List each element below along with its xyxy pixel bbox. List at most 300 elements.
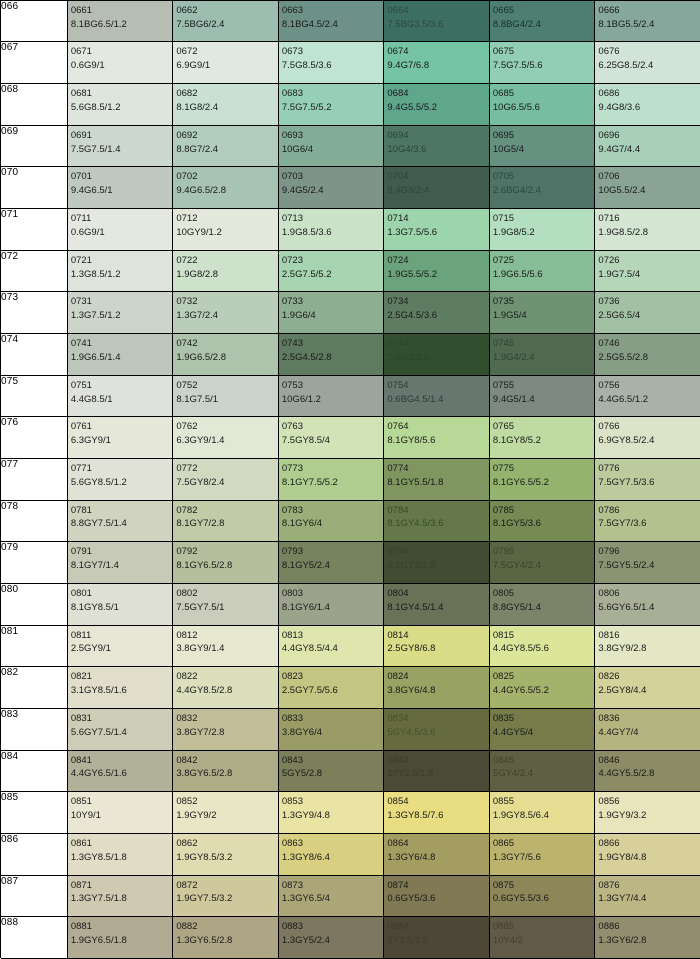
color-chip[interactable] bbox=[278, 1, 384, 42]
color-chip[interactable] bbox=[595, 42, 700, 84]
color-chip[interactable] bbox=[489, 209, 595, 251]
table-row bbox=[1, 125, 700, 167]
color-chip[interactable] bbox=[173, 375, 279, 417]
color-chip-notation: 8.1GY7/1.4 bbox=[70, 560, 119, 572]
color-chip[interactable] bbox=[278, 667, 384, 709]
color-chip-body bbox=[173, 292, 278, 333]
color-chip-code: 0693 bbox=[281, 129, 303, 141]
color-chip-code: 0732 bbox=[176, 296, 198, 308]
color-chip-notation: 10G6/1.2 bbox=[281, 393, 321, 405]
color-chip-notation: 7.5BG6/2.4 bbox=[176, 18, 225, 30]
color-chip[interactable] bbox=[67, 708, 173, 750]
color-chip-notation: 4.4G6.5/1.2 bbox=[598, 393, 649, 405]
color-chip-code: 0871 bbox=[70, 879, 92, 891]
color-chip[interactable] bbox=[384, 584, 490, 626]
color-chip[interactable] bbox=[489, 875, 595, 917]
color-chip-body bbox=[279, 376, 384, 417]
color-chip[interactable] bbox=[489, 167, 595, 209]
color-chip[interactable] bbox=[173, 417, 279, 459]
color-chip[interactable] bbox=[278, 875, 384, 917]
color-chip-body bbox=[384, 709, 489, 750]
color-chip-code: 0744 bbox=[387, 338, 409, 350]
color-chip[interactable] bbox=[384, 667, 490, 709]
color-chip-body bbox=[173, 709, 278, 750]
color-chip[interactable] bbox=[384, 417, 490, 459]
color-chip-notation: 0.6BG4.5/1.4 bbox=[387, 393, 444, 405]
color-chip[interactable] bbox=[67, 334, 173, 376]
color-chip-body bbox=[68, 459, 173, 500]
color-chip-body bbox=[279, 667, 384, 708]
color-chip[interactable] bbox=[173, 708, 279, 750]
color-chip[interactable] bbox=[67, 584, 173, 626]
color-chip-code: 0716 bbox=[598, 213, 620, 225]
color-chip[interactable] bbox=[595, 875, 700, 917]
color-chip[interactable] bbox=[384, 250, 490, 292]
table-row bbox=[1, 917, 700, 959]
color-chip-code: 0691 bbox=[70, 129, 92, 141]
color-chip[interactable] bbox=[67, 292, 173, 334]
color-chip[interactable] bbox=[595, 417, 700, 459]
color-chip[interactable] bbox=[173, 500, 279, 542]
color-chip-code: 0682 bbox=[176, 88, 198, 100]
row-label: 076 bbox=[1, 417, 67, 459]
color-chip-code: 0876 bbox=[598, 879, 620, 891]
color-chip-code: 0726 bbox=[598, 254, 620, 266]
color-chip[interactable] bbox=[278, 708, 384, 750]
color-chip[interactable] bbox=[67, 459, 173, 501]
color-chip-notation: 1.3GY7.5/1.8 bbox=[70, 893, 127, 905]
color-chip-code: 0831 bbox=[70, 712, 92, 724]
color-chip[interactable] bbox=[384, 209, 490, 251]
color-chip[interactable] bbox=[489, 125, 595, 167]
color-chip[interactable] bbox=[173, 625, 279, 667]
color-chip-body bbox=[595, 376, 700, 417]
color-chip-notation: 0.6GY5.5/3.6 bbox=[492, 893, 549, 905]
color-chip-code: 0861 bbox=[70, 837, 92, 849]
color-chip-code: 0885 bbox=[492, 921, 515, 933]
color-chip[interactable] bbox=[67, 125, 173, 167]
color-chip[interactable] bbox=[173, 250, 279, 292]
color-chip-body bbox=[279, 459, 384, 500]
color-chip[interactable] bbox=[67, 750, 173, 792]
color-chip[interactable] bbox=[384, 708, 490, 750]
color-chip[interactable] bbox=[595, 1, 700, 42]
color-chip[interactable] bbox=[595, 750, 700, 792]
color-chip-body bbox=[279, 542, 384, 583]
color-chip-body bbox=[279, 167, 384, 208]
color-chip[interactable] bbox=[67, 417, 173, 459]
color-chip[interactable] bbox=[67, 167, 173, 209]
color-chip-notation: 5GY4/2.4 bbox=[492, 768, 534, 780]
color-chip-code: 0866 bbox=[598, 837, 620, 849]
color-chip[interactable] bbox=[278, 167, 384, 209]
color-chip-code: 0794 bbox=[387, 546, 409, 558]
color-chip[interactable] bbox=[173, 584, 279, 626]
color-chip-code: 0804 bbox=[387, 588, 409, 600]
color-chip[interactable] bbox=[278, 625, 384, 667]
color-chip[interactable] bbox=[173, 750, 279, 792]
color-chip[interactable] bbox=[173, 542, 279, 584]
color-chip[interactable] bbox=[489, 584, 595, 626]
color-chip[interactable] bbox=[384, 500, 490, 542]
color-chip[interactable] bbox=[278, 750, 384, 792]
color-chip[interactable] bbox=[278, 375, 384, 417]
color-chip-notation: 9.4G5/2.4 bbox=[281, 185, 324, 197]
color-chip-code: 0822 bbox=[176, 671, 198, 683]
color-chip-notation: 9.4G6.5/1 bbox=[70, 185, 113, 197]
color-chip-body bbox=[595, 751, 700, 792]
table-row bbox=[1, 708, 700, 750]
color-chip[interactable] bbox=[595, 375, 700, 417]
color-chip[interactable] bbox=[173, 84, 279, 126]
color-chip[interactable] bbox=[278, 833, 384, 875]
color-chip-body bbox=[279, 251, 384, 292]
color-chip[interactable] bbox=[489, 292, 595, 334]
color-chip-body bbox=[595, 417, 700, 458]
color-chip-code: 0826 bbox=[598, 671, 620, 683]
color-chip-body bbox=[68, 792, 173, 833]
color-chip[interactable] bbox=[384, 625, 490, 667]
color-chip-body bbox=[595, 334, 700, 375]
color-chip-notation: 2.5GY8/6.8 bbox=[387, 643, 436, 655]
color-chip[interactable] bbox=[173, 875, 279, 917]
color-chip[interactable] bbox=[595, 625, 700, 667]
color-chip-notation: 8.1GY8/5.2 bbox=[492, 435, 541, 447]
color-chip[interactable] bbox=[278, 250, 384, 292]
color-chip[interactable] bbox=[595, 542, 700, 584]
color-chip-body bbox=[490, 751, 595, 792]
color-chip-body bbox=[68, 917, 173, 958]
color-chip[interactable] bbox=[173, 292, 279, 334]
color-chip[interactable] bbox=[595, 292, 700, 334]
color-chip-body bbox=[279, 834, 384, 875]
color-chip[interactable] bbox=[278, 459, 384, 501]
color-chip[interactable] bbox=[67, 625, 173, 667]
color-chip[interactable] bbox=[384, 917, 490, 959]
color-chip[interactable] bbox=[489, 542, 595, 584]
color-chip[interactable] bbox=[384, 542, 490, 584]
color-chip-notation: 8.1BG5.5/2.4 bbox=[598, 18, 655, 30]
color-chip-notation: 1.3G8.5/1.2 bbox=[70, 268, 121, 280]
color-chip[interactable] bbox=[384, 375, 490, 417]
color-chip[interactable] bbox=[173, 1, 279, 42]
color-chip-notation: 2.5GY9/1 bbox=[70, 643, 111, 655]
color-chip-code: 0722 bbox=[176, 254, 198, 266]
color-chip[interactable] bbox=[67, 500, 173, 542]
color-chip-code: 0793 bbox=[281, 546, 303, 558]
color-chip[interactable] bbox=[173, 459, 279, 501]
color-chip[interactable] bbox=[384, 125, 490, 167]
table-row bbox=[1, 750, 700, 792]
color-chip[interactable] bbox=[173, 833, 279, 875]
color-chip-body bbox=[595, 834, 700, 875]
color-chip-body bbox=[68, 667, 173, 708]
color-chip-body bbox=[279, 209, 384, 250]
color-chip-code: 0741 bbox=[70, 338, 92, 350]
color-table-body bbox=[1, 1, 700, 959]
color-chip[interactable] bbox=[278, 334, 384, 376]
color-chip[interactable] bbox=[489, 667, 595, 709]
color-chip-body bbox=[490, 667, 595, 708]
color-chip[interactable] bbox=[489, 42, 595, 84]
color-chip[interactable] bbox=[67, 667, 173, 709]
table-row bbox=[1, 459, 700, 501]
color-chip-code: 0845 bbox=[492, 754, 515, 766]
color-chip[interactable] bbox=[278, 917, 384, 959]
color-chip[interactable] bbox=[595, 667, 700, 709]
color-chip[interactable] bbox=[595, 833, 700, 875]
table-row bbox=[1, 500, 700, 542]
color-chip[interactable] bbox=[384, 84, 490, 126]
color-chip-body bbox=[279, 501, 384, 542]
color-chip-notation: 8.8G7/2.4 bbox=[176, 143, 219, 155]
color-chip-notation: 1.3GY6/4.8 bbox=[387, 851, 436, 863]
color-chip[interactable] bbox=[489, 500, 595, 542]
color-chip[interactable] bbox=[384, 42, 490, 84]
color-chip-notation: 8.1GY8/5.6 bbox=[387, 435, 436, 447]
color-chip[interactable] bbox=[595, 500, 700, 542]
table-row bbox=[1, 875, 700, 917]
color-chip[interactable] bbox=[595, 459, 700, 501]
color-chip-code: 0692 bbox=[176, 129, 198, 141]
color-chip-notation: 10Y9/1 bbox=[70, 810, 101, 822]
color-chip-body bbox=[384, 667, 489, 708]
color-chip-notation: 2.5GY8/4.4 bbox=[598, 685, 647, 697]
color-chip[interactable] bbox=[595, 167, 700, 209]
color-chip[interactable] bbox=[384, 833, 490, 875]
color-chip[interactable] bbox=[278, 542, 384, 584]
color-chip[interactable] bbox=[67, 917, 173, 959]
color-chip-notation: 1.9G3/3.6 bbox=[387, 351, 430, 363]
color-chip[interactable] bbox=[489, 833, 595, 875]
table-row bbox=[1, 667, 700, 709]
color-chip-code: 0783 bbox=[281, 504, 303, 516]
color-chip-body bbox=[68, 709, 173, 750]
color-chip[interactable] bbox=[384, 459, 490, 501]
color-chip[interactable] bbox=[489, 334, 595, 376]
color-chip-code: 0812 bbox=[176, 629, 198, 641]
color-chip[interactable] bbox=[489, 1, 595, 42]
color-chip-body bbox=[173, 42, 278, 83]
color-chip[interactable] bbox=[278, 209, 384, 251]
color-chip-body bbox=[384, 626, 489, 667]
color-chip[interactable] bbox=[595, 334, 700, 376]
color-chip[interactable] bbox=[489, 417, 595, 459]
color-chip[interactable] bbox=[67, 792, 173, 834]
color-chip-code: 0715 bbox=[492, 213, 515, 225]
color-chip-body bbox=[173, 667, 278, 708]
color-chip-body bbox=[490, 334, 595, 375]
color-chip[interactable] bbox=[67, 875, 173, 917]
color-chip[interactable] bbox=[489, 792, 595, 834]
color-chip-code: 0694 bbox=[387, 129, 409, 141]
color-chip[interactable] bbox=[278, 792, 384, 834]
color-chip-notation: 6.9GY8.5/2.4 bbox=[598, 435, 655, 447]
color-chip[interactable] bbox=[384, 875, 490, 917]
color-chip[interactable] bbox=[384, 292, 490, 334]
color-chip-code: 0795 bbox=[492, 546, 515, 558]
color-chip[interactable] bbox=[595, 250, 700, 292]
color-chip[interactable] bbox=[67, 84, 173, 126]
table-row bbox=[1, 167, 700, 209]
color-chip-body bbox=[173, 459, 278, 500]
color-chip[interactable] bbox=[278, 125, 384, 167]
color-chip[interactable] bbox=[489, 708, 595, 750]
color-chip-code: 0813 bbox=[281, 629, 303, 641]
color-chip-body bbox=[279, 584, 384, 625]
color-chip-body bbox=[384, 542, 489, 583]
color-chip-notation: 7.5G8.5/3.6 bbox=[281, 60, 332, 72]
color-chip-code: 0705 bbox=[492, 171, 515, 183]
color-chip-notation: 10G5.5/2.4 bbox=[598, 185, 646, 197]
color-chip[interactable] bbox=[173, 125, 279, 167]
color-chip[interactable] bbox=[67, 542, 173, 584]
color-chip-code: 0671 bbox=[70, 46, 92, 58]
color-chip-code: 0765 bbox=[492, 421, 515, 433]
color-chip-body bbox=[384, 501, 489, 542]
color-chip-body bbox=[173, 542, 278, 583]
color-chip[interactable] bbox=[278, 84, 384, 126]
color-chip[interactable] bbox=[173, 917, 279, 959]
color-chip[interactable] bbox=[384, 167, 490, 209]
color-chip-body bbox=[490, 917, 595, 958]
color-chip-body bbox=[490, 251, 595, 292]
color-chip-notation: 9.4G8/3.6 bbox=[598, 101, 641, 113]
color-chip-notation: 5.6GY6.5/1.4 bbox=[598, 601, 655, 613]
color-chip[interactable] bbox=[173, 792, 279, 834]
color-chip-body bbox=[68, 42, 173, 83]
color-chip[interactable] bbox=[384, 750, 490, 792]
color-chip[interactable] bbox=[173, 42, 279, 84]
color-chip[interactable] bbox=[384, 792, 490, 834]
color-chip[interactable] bbox=[173, 167, 279, 209]
color-chip[interactable] bbox=[489, 917, 595, 959]
color-table bbox=[1, 1, 700, 959]
color-chip-body bbox=[490, 167, 595, 208]
color-chip-code: 0785 bbox=[492, 504, 515, 516]
color-chip-code: 0882 bbox=[176, 921, 198, 933]
color-chip-notation: 4.4GY6.5/5.2 bbox=[492, 685, 549, 697]
color-chip[interactable] bbox=[173, 667, 279, 709]
color-chip-code: 0725 bbox=[492, 254, 515, 266]
color-chip-notation: 1.3GY6.5/4 bbox=[281, 893, 330, 905]
color-chip[interactable] bbox=[173, 334, 279, 376]
color-chip[interactable] bbox=[278, 292, 384, 334]
color-chip-body bbox=[384, 292, 489, 333]
color-chip-code: 0865 bbox=[492, 837, 515, 849]
color-chip[interactable] bbox=[384, 334, 490, 376]
color-chip[interactable] bbox=[67, 375, 173, 417]
color-chip-code: 0821 bbox=[70, 671, 92, 683]
color-chip-code: 0663 bbox=[281, 5, 303, 16]
table-row bbox=[1, 542, 700, 584]
row-label: 077 bbox=[1, 459, 67, 501]
table-row bbox=[1, 833, 700, 875]
color-chip[interactable] bbox=[278, 42, 384, 84]
color-chip-notation: 8.8GY5/1.4 bbox=[492, 601, 541, 613]
table-row bbox=[1, 584, 700, 626]
color-chip[interactable] bbox=[595, 84, 700, 126]
table-row bbox=[1, 625, 700, 667]
color-chip-notation: 4.4GY8.5/2.8 bbox=[176, 685, 233, 697]
color-chip-notation: 8.1G7.5/1 bbox=[176, 393, 219, 405]
color-chip-body bbox=[384, 334, 489, 375]
color-chip-body bbox=[595, 292, 700, 333]
color-chip-notation: 7.5G7.5/5.2 bbox=[281, 101, 332, 113]
color-chip[interactable] bbox=[173, 209, 279, 251]
color-chip-notation: 1.3GY8.5/1.8 bbox=[70, 851, 127, 863]
color-chip-body bbox=[173, 376, 278, 417]
color-chip-body bbox=[68, 126, 173, 167]
color-chip[interactable] bbox=[67, 250, 173, 292]
color-chip-code: 0855 bbox=[492, 796, 515, 808]
row-label: 086 bbox=[1, 833, 67, 875]
color-chip-body bbox=[384, 84, 489, 125]
color-chip-body bbox=[279, 792, 384, 833]
color-chip[interactable] bbox=[595, 584, 700, 626]
color-chip-notation: 8.8GY7.5/1.4 bbox=[70, 518, 127, 530]
color-chip[interactable] bbox=[595, 917, 700, 959]
color-chip[interactable] bbox=[278, 584, 384, 626]
color-chip-notation: 10G5/4 bbox=[492, 143, 525, 155]
color-chip-notation: 8.1GY4.5/3.6 bbox=[387, 518, 444, 530]
color-chip[interactable] bbox=[489, 375, 595, 417]
color-chip-notation: 8.1GY6/1.4 bbox=[281, 601, 330, 613]
color-chip[interactable] bbox=[489, 250, 595, 292]
color-chip-code: 0881 bbox=[70, 921, 92, 933]
color-chip-notation: 1.9GY8/4.8 bbox=[598, 851, 647, 863]
color-chip[interactable] bbox=[489, 750, 595, 792]
color-chip-code: 0713 bbox=[281, 213, 303, 225]
color-chip[interactable] bbox=[595, 792, 700, 834]
color-chip-body bbox=[68, 1, 173, 41]
color-chip-body bbox=[490, 42, 595, 83]
color-chip-body bbox=[595, 626, 700, 667]
color-chip[interactable] bbox=[278, 417, 384, 459]
color-chip[interactable] bbox=[67, 1, 173, 42]
color-chip-body bbox=[384, 917, 489, 958]
color-chip-notation: 7.5GY7.5/1 bbox=[176, 601, 225, 613]
color-chip-body bbox=[68, 751, 173, 792]
color-chip-notation: 8.1GY8.5/1 bbox=[70, 601, 119, 613]
color-chip-code: 0746 bbox=[598, 338, 620, 350]
color-chip[interactable] bbox=[67, 209, 173, 251]
color-chip-notation: 7.5G7.5/1.4 bbox=[70, 143, 121, 155]
color-chip-body bbox=[173, 417, 278, 458]
color-chip[interactable] bbox=[489, 84, 595, 126]
color-chip[interactable] bbox=[489, 459, 595, 501]
color-chip-notation: 4.4GY5/4 bbox=[492, 726, 534, 738]
color-chip[interactable] bbox=[595, 209, 700, 251]
color-chip-body bbox=[279, 626, 384, 667]
color-chip[interactable] bbox=[489, 625, 595, 667]
row-label: 070 bbox=[1, 167, 67, 209]
color-chip[interactable] bbox=[67, 42, 173, 84]
color-chip-code: 0784 bbox=[387, 504, 409, 516]
color-chip-code: 0742 bbox=[176, 338, 198, 350]
color-chip[interactable] bbox=[278, 500, 384, 542]
color-chip[interactable] bbox=[67, 833, 173, 875]
color-chip-code: 0823 bbox=[281, 671, 303, 683]
table-row bbox=[1, 1, 700, 42]
color-chip-notation: 4.4GY8.5/4.4 bbox=[281, 643, 338, 655]
color-chip[interactable] bbox=[595, 125, 700, 167]
color-chip-notation: 8.1GY7/2.8 bbox=[176, 518, 225, 530]
color-chip[interactable] bbox=[384, 1, 490, 42]
color-chip-notation: 9.4G5.5/5.2 bbox=[387, 101, 438, 113]
color-chip[interactable] bbox=[595, 708, 700, 750]
color-chip-body bbox=[279, 334, 384, 375]
